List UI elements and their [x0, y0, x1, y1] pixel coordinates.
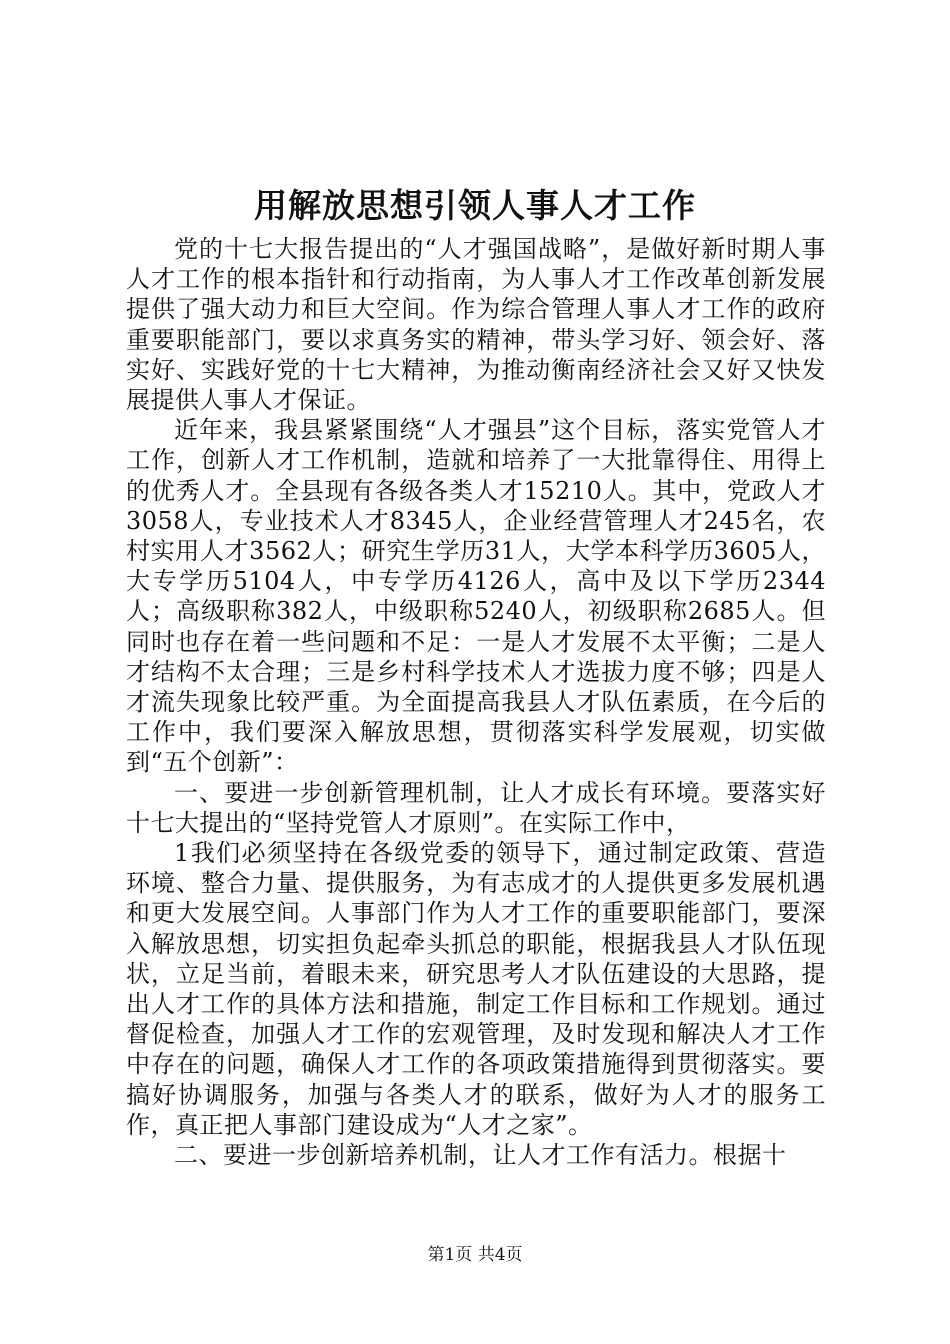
page-number-footer: 第1页 共4页	[427, 1245, 523, 1265]
paragraph-section-two-heading: 二、要进一步创新培养机制，让人才工作有活力。根据十	[174, 1141, 787, 1170]
document-body	[126, 234, 826, 1170]
paragraph-section-one-heading: 一、要进一步创新管理机制，让人才成长有环境。要落实好十七大提出的“坚持党管人才原则”。在实际工作中，	[126, 778, 826, 837]
paragraph-intro: 党的十七大报告提出的“人才强国战略”，是做好新时期人事人才工作的根本指针和行动指南，为人事人才工作改革创新发展提供了强大动力和巨大空间。作为综合管理人事人才工作的政府重要职能部门，要以求真务实的精神，带头学习好、领会好、落实好、实践好党的十七大精神，为推动衡南经济社会又好又快发展提供人事人才保证。	[126, 235, 826, 415]
paragraph-section-one-body: 1我们必须坚持在各级党委的领导下，通过制定政策、营造环境、整合力量、提供服务，为有志成才的人提供更多发展机遇和更大发展空间。人事部门作为人才工作的重要职能部门，要深入解放思想，切实担负起牵头抓总的职能，根据我县人才队伍现状，立足当前，着眼未来，研究思考人才队伍建设的大思路，提出人才工作的具体方法和措施，制定工作目标和工作规划。通过督促检查，加强人才工作的宏观管理，及时发现和解决人才工作中存在的问题，确保人才工作的各项政策措施得到贯彻落实。要搞好协调服务，加强与各类人才的联系，做好为人才的服务工作，真正把人事部门建设成为“人才之家”。	[126, 839, 826, 1139]
paragraph-statistics: 近年来，我县紧紧围绕“人才强县”这个目标，落实党管人才工作，创新人才工作机制，造就和培养了一大批靠得住、用得上的优秀人才。全县现有各级各类人才15210人。其中，党政人才3058人，专业技术人才8345人，企业经营管理人才245名，农村实用人才3562人；研究生学历31人，大学本科学历3605人，大专学历5104人，中专学历4126人，高中及以下学历2344人；高级职称382人，中级职称5240人，初级职称2685人。但同时也存在着一些问题和不足：一是人才发展不太平衡；二是人才结构不太合理；三是乡村科学技术人才选拔力度不够；四是人才流失现象比较严重。为全面提高我县人才队伍素质，在今后的工作中，我们要深入解放思想，贯彻落实科学发展观，切实做到“五个创新”：	[126, 416, 826, 777]
document-title: 用解放思想引领人事人才工作	[254, 186, 696, 225]
